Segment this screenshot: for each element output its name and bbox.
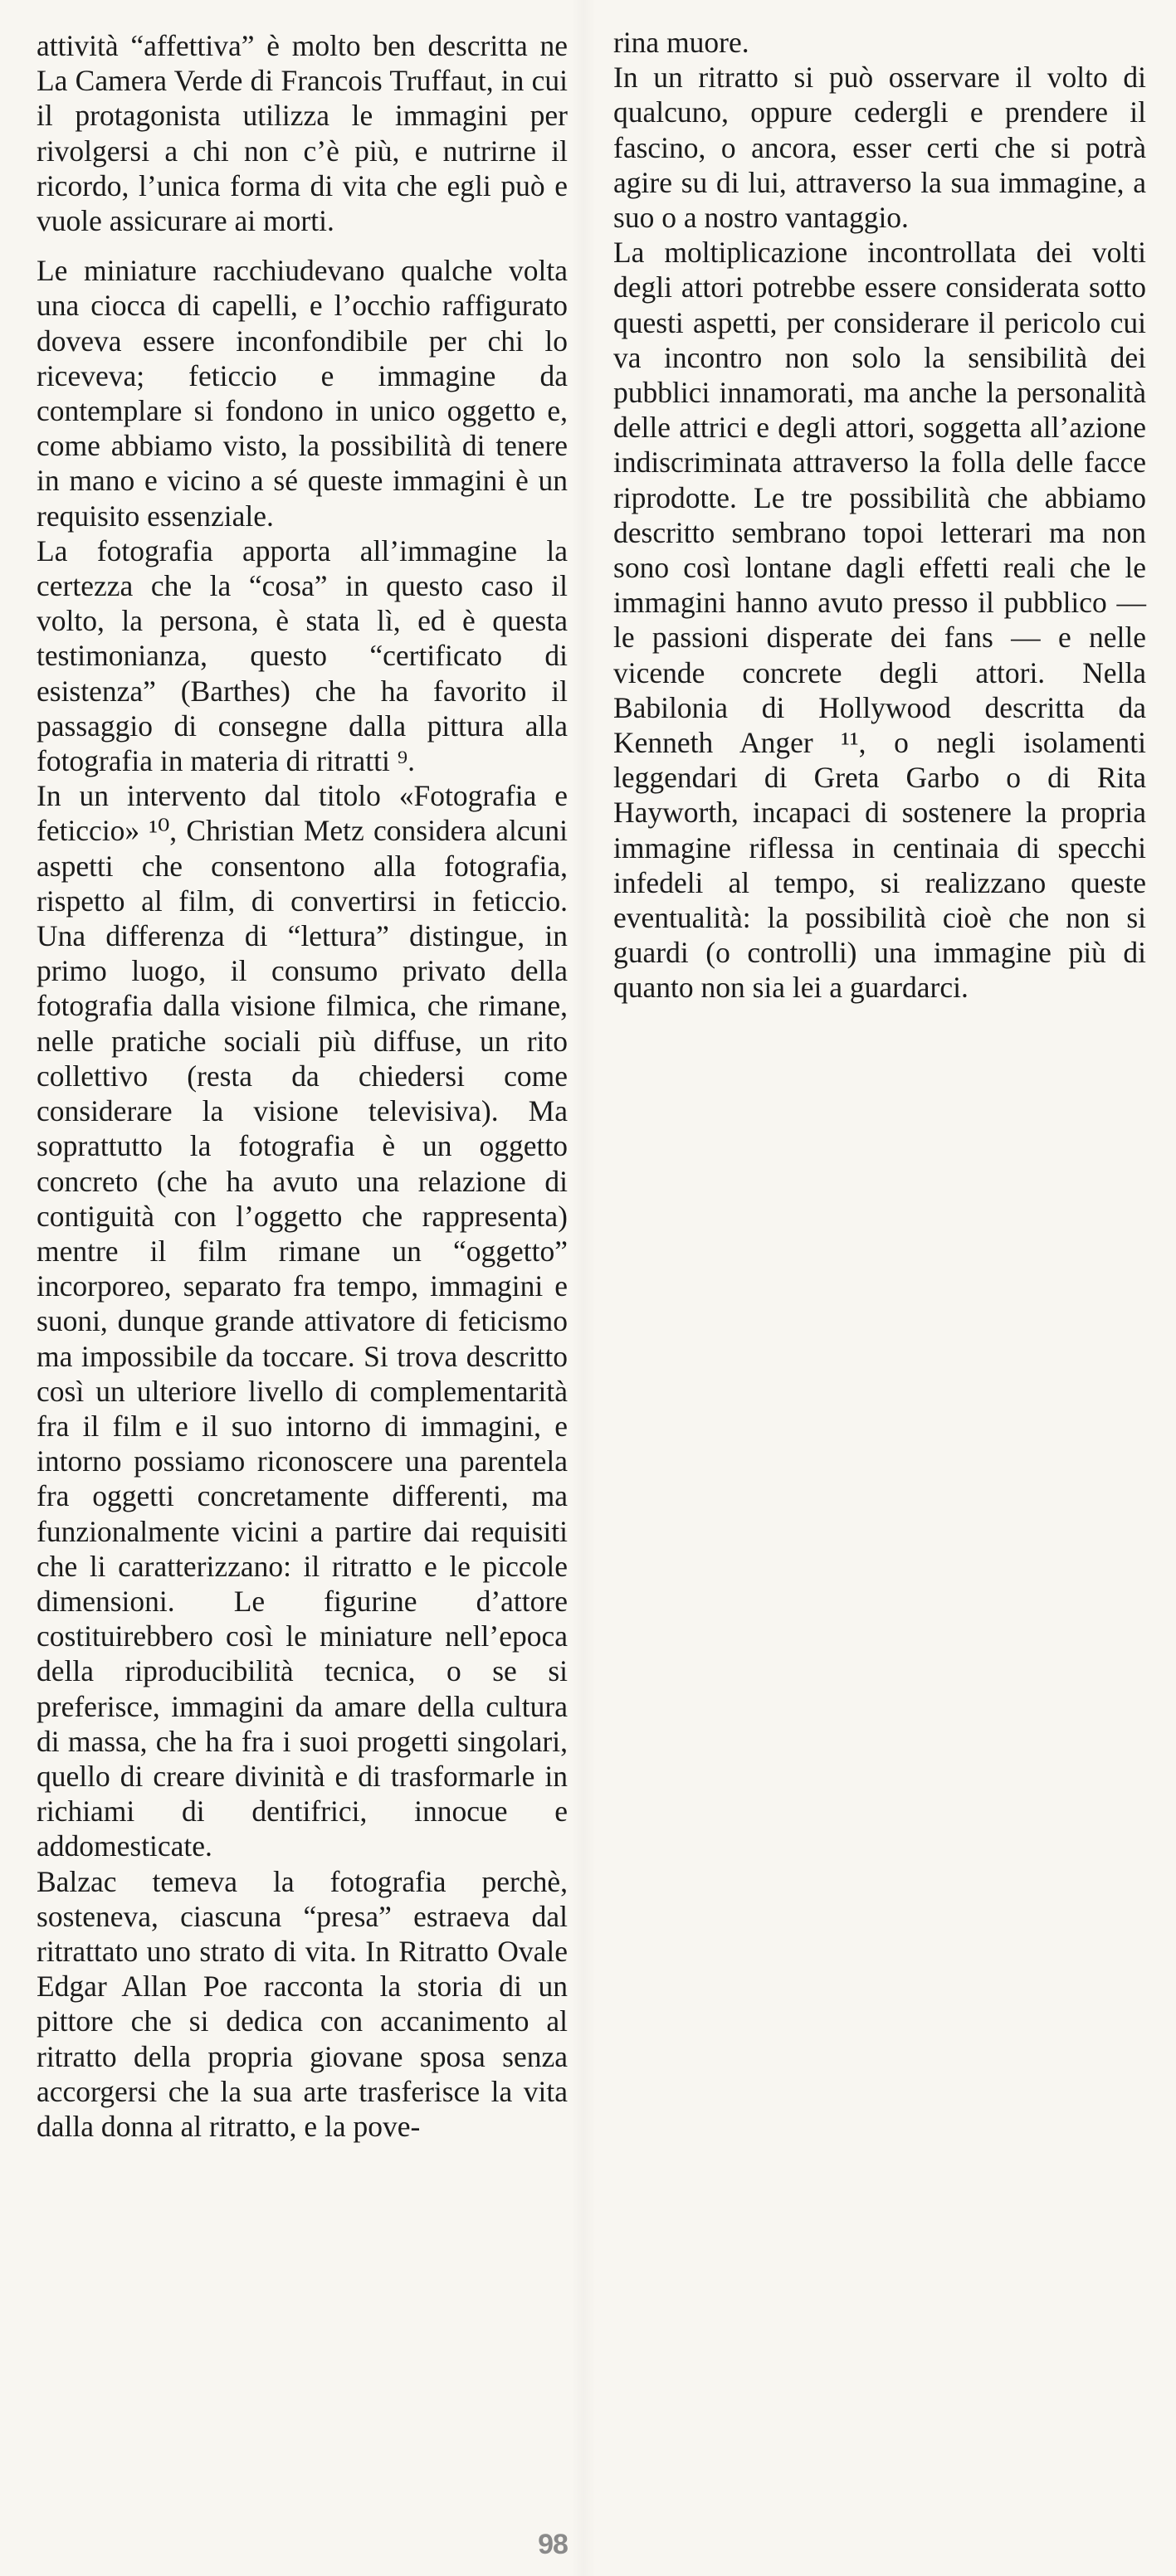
paragraph-truffaut [37, 28, 568, 238]
paragraph-continuation [613, 25, 1146, 60]
paragraph-text: La fotografia apporta all’immagine la certezza che la “cosa” in questo caso il volto, la persona, è stata lì, ed è questa testimonianza, questo “certificato di esistenza” (Barthes) che ha favorito il passaggio di consegne dalla pittura alla fotografia in materia di ritratti ⁹. [37, 533, 568, 778]
paragraph-text: rina muore. [613, 26, 749, 59]
gutter-shadow [571, 0, 596, 2576]
paragraph-text: In un ritratto si può osservare il volto di qualcuno, oppure cedergli e prendere il fascino, o ancora, esser certi che si potrà agire su di lui, attraverso la sua immagine, a suo o a nostro vantaggio. [613, 61, 1146, 235]
paragraph-fotografia [37, 533, 568, 778]
paragraph-text: In un intervento dal titolo «Fotografia e feticcio» ¹⁰, Christian Metz considera alcuni aspetti che consentono alla fotografia, rispetto al film, di convertirsi in feticcio. Una differenza di “lettura” distingue, in primo luogo, il consumo privato della fotografia dalla visione filmica, che rimane, nelle pratiche sociali più diffuse, un rito collettivo (resta da chiedersi come considerare la visione televisiva). Ma soprattutto la fotografia è un oggetto concreto (che ha avuto una relazione di contiguità con l’oggetto che rappresenta) mentre il film rimane un “oggetto” incorporeo, separato fra tempo, immagini e suoni, dunque grande attivatore di feticismo ma impossibile da toccare. Si trova descritto così un ulteriore livello di complementarità fra il film e il suo intorno di immagini, e intorno possiamo riconoscere una parentela fra oggetti concretamente differenti, ma funzionalmente vicini a partire dai requisiti che li caratterizzano: il ritratto e le piccole dimensioni. Le figurine d’attore costituirebbero così le miniature nell’epoca della riproducibilità tecnica, o se si preferisce, immagini da amare della cultura di massa, che ha fra i suoi progetti singolari, quello di creare divinità e di trasformarle in richiami di dentifrici, innocue e addomesticate. [37, 779, 568, 1863]
paragraph-moltiplicazione [613, 235, 1146, 1005]
paragraph-ritratto [613, 60, 1146, 235]
paragraph-miniature [37, 253, 568, 533]
right-column [613, 25, 1146, 1006]
paragraph-text: attività “affettiva” è molto ben descritta ne La Camera Verde di Francois Truffaut, in cui il protagonista utilizza le immagini per rivolgersi a chi non c’è più, e nutrirne il ricordo, l’unica forma di vita che egli può e vuole assicurare ai morti. [37, 29, 568, 238]
paragraph-text: Le miniature racchiudevano qualche volta una ciocca di capelli, e l’occhio raffigurato doveva essere inconfondibile per chi lo riceveva; feticcio e immagine da contemplare si fondono in unico oggetto e, come abbiamo visto, la possibilità di tenere in mano e vicino a sé queste immagini è un requisito essenziale. [37, 254, 568, 533]
paragraph-metz [37, 778, 568, 1863]
paragraph-balzac [37, 1864, 568, 2145]
left-column [37, 28, 568, 2144]
page-number: 98 [538, 2529, 568, 2560]
paragraph-text: La moltiplicazione incontrollata dei volti degli attori potrebbe essere considerata sotto questi aspetti, per considerare il pericolo cui va incontro non solo la sensibilità dei pubblici innamorati, ma anche la personalità delle attrici e degli attori, soggetta all’azione indiscriminata attraverso la folla delle facce riprodotte. Le tre possibilità che abbiamo descritto sembrano topoi letterari ma non sono così lontane dagli effetti reali che le immagini hanno avuto presso il pubblico — le passioni disperate dei fans — e nelle vicende concrete degli attori. Nella Babilonia di Hollywood descritta da Kenneth Anger ¹¹, o negli isolamenti leggendari di Greta Garbo o di Rita Hayworth, incapaci di sostenere la propria immagine riflessa in centinaia di specchi infedeli al tempo, si realizzano queste eventualità: la possibilità cioè che non si guardi (o controlli) una immagine più di quanto non sia lei a guardarci. [613, 236, 1146, 1005]
paragraph-text: Balzac temeva la fotografia perchè, sosteneva, ciascuna “presa” estraeva dal ritrattato uno strato di vita. In Ritratto Ovale Edgar Allan Poe racconta la storia di un pittore che si dedica con accanimento al ritratto della propria giovane sposa senza accorgersi che la sua arte trasferisce la vita dalla donna al ritratto, e la pove- [37, 1864, 568, 2143]
